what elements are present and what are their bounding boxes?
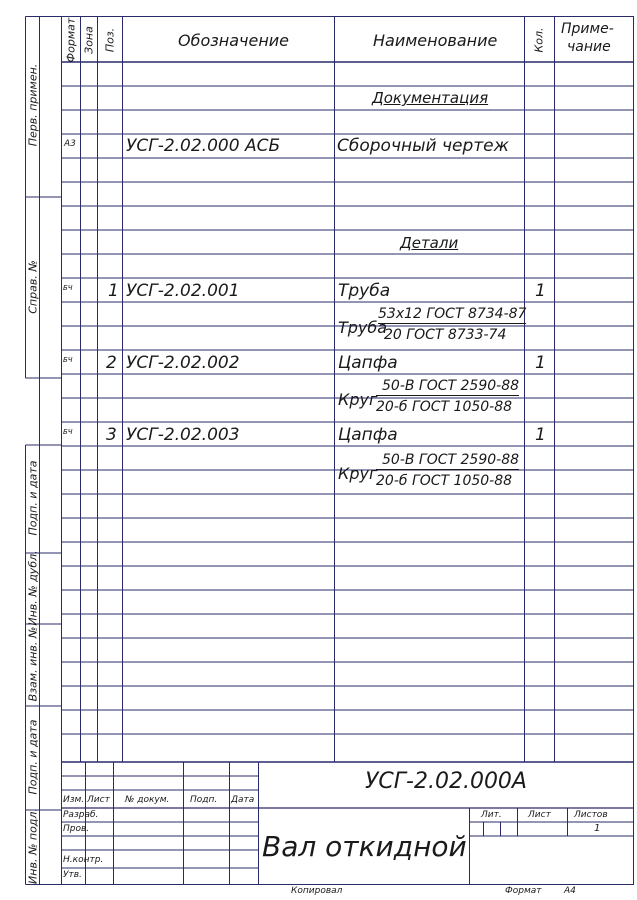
- footer-format-value: А4: [564, 886, 576, 896]
- part-3-material-top: 50-В ГОСТ 2590-88: [376, 453, 519, 470]
- title-lit: Лит.: [481, 810, 502, 820]
- title-product-name: Вал откидной: [262, 830, 467, 863]
- title-n-dokum: № докум.: [125, 795, 170, 805]
- header-naimenovanie: Наименование: [373, 31, 498, 50]
- title-podp: Подп.: [190, 795, 218, 805]
- title-utv: Утв.: [63, 870, 82, 880]
- label-podp-data-2: Подп. и дата: [26, 719, 40, 795]
- part-1-format: БЧ: [63, 284, 73, 292]
- doc-name: Сборочный чертеж: [337, 136, 509, 156]
- header-primechanie-2: чание: [567, 39, 611, 55]
- part-3-name: Цапфа: [338, 425, 398, 445]
- header-oboznachenie: Обозначение: [178, 31, 290, 50]
- left-strip-frame: [40, 17, 62, 885]
- part-3-material-label: Круг: [338, 464, 378, 483]
- label-inv-podl: Инв. № подл.: [26, 808, 40, 884]
- part-2-material-top: 50-В ГОСТ 2590-88: [376, 379, 519, 396]
- title-listov: Листов: [574, 810, 608, 820]
- part-3-format: БЧ: [63, 428, 73, 436]
- doc-designation: УСГ-2.02.000 АСБ: [126, 136, 281, 156]
- part-3-designation: УСГ-2.02.003: [126, 425, 240, 445]
- part-1-material-bottom: 20 ГОСТ 8733-74: [384, 327, 507, 343]
- part-1-name: Труба: [338, 281, 391, 301]
- part-1-material-label: Труба: [338, 318, 388, 337]
- label-perv-primen: Перв. примен.: [26, 63, 40, 147]
- label-sprav-no: Справ. №: [26, 260, 40, 314]
- header-poz: Поз.: [103, 27, 117, 53]
- part-2-material-bottom: 20-б ГОСТ 1050-88: [376, 399, 513, 415]
- title-designation: УСГ-2.02.000А: [365, 769, 527, 794]
- part-1-designation: УСГ-2.02.001: [126, 281, 240, 301]
- part-3-material-bottom: 20-б ГОСТ 1050-88: [376, 473, 513, 489]
- header-zona: Зона: [82, 26, 96, 54]
- header-kol: Кол.: [532, 27, 546, 53]
- part-2-designation: УСГ-2.02.002: [126, 353, 240, 373]
- part-2-material-label: Круг: [338, 390, 378, 409]
- part-1-pos: 1: [108, 281, 119, 301]
- doc-format: А3: [64, 139, 76, 149]
- section-documentation: Документация: [372, 89, 489, 107]
- part-3-qty: 1: [535, 425, 546, 445]
- label-vzam-inv: Взам. инв. №: [26, 626, 40, 702]
- title-list-label: Лист: [528, 810, 551, 820]
- label-inv-dubl: Инв. № дубл.: [26, 550, 40, 626]
- footer-format-label: Формат: [505, 886, 542, 896]
- part-2-qty: 1: [535, 353, 546, 373]
- footer-kopiroval: Копировал: [291, 886, 343, 896]
- part-1-qty: 1: [535, 281, 546, 301]
- part-2-pos: 2: [106, 353, 117, 373]
- title-n-kontr: Н.контр.: [63, 855, 104, 865]
- part-2-format: БЧ: [63, 356, 73, 364]
- part-3-pos: 3: [106, 425, 117, 445]
- title-izm: Изм.: [63, 795, 85, 805]
- title-razrab: Разраб.: [63, 810, 99, 820]
- title-block-grid: [62, 762, 634, 885]
- header-format: Формат: [64, 17, 78, 63]
- part-1-material-top: 53х12 ГОСТ 8734-87: [378, 306, 527, 322]
- title-list: Лист: [87, 795, 110, 805]
- label-podp-data-1: Подп. и дата: [26, 460, 40, 536]
- title-prov: Пров.: [63, 824, 90, 834]
- header-primechanie-1: Приме-: [561, 21, 614, 37]
- part-2-name: Цапфа: [338, 353, 398, 373]
- title-data: Дата: [231, 795, 255, 805]
- title-listov-value: 1: [594, 823, 601, 834]
- section-parts: Детали: [400, 234, 459, 252]
